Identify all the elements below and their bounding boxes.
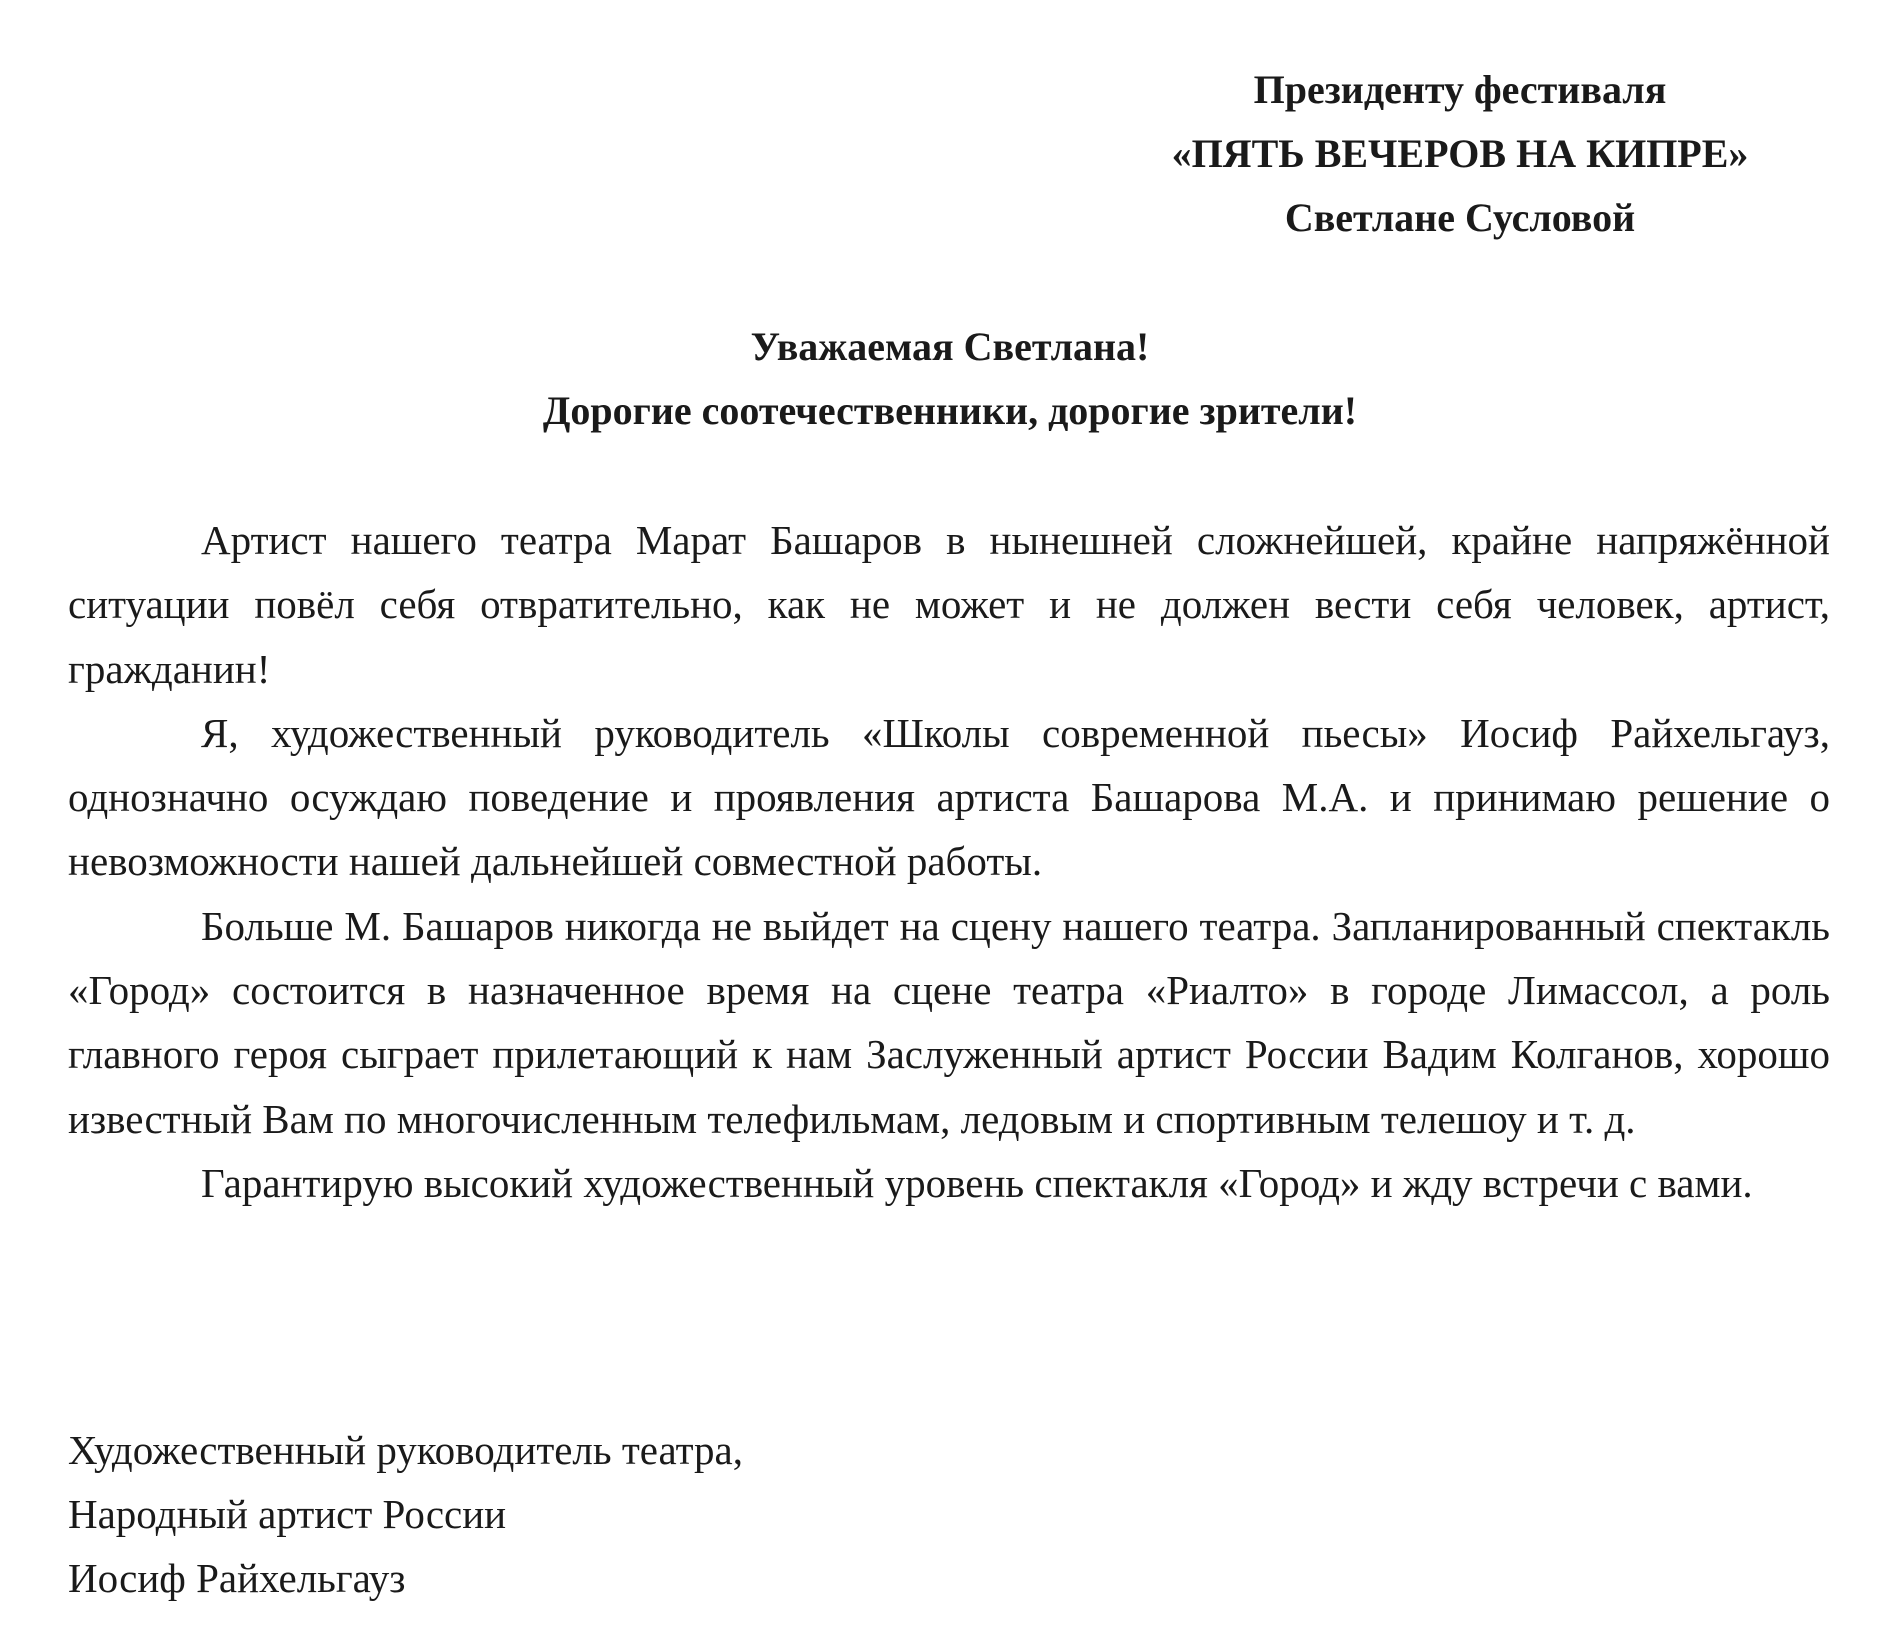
- letter-body: [68, 508, 1830, 1215]
- addressee-block: [1080, 58, 1840, 250]
- signatory-name: Иосиф Райхельгауз: [68, 1555, 406, 1601]
- addressee-title: Президенту фестиваля: [1253, 67, 1667, 112]
- addressee-name: Светлане Сусловой: [1284, 195, 1636, 240]
- salutation-personal: Уважаемая Светлана!: [750, 324, 1150, 369]
- festival-name: «ПЯТЬ ВЕЧЕРОВ НА КИПРЕ»: [1171, 131, 1749, 176]
- signatory-position: Художественный руководитель театра,: [68, 1427, 743, 1473]
- paragraph: Гарантирую высокий художественный уровень спектакля «Город» и жду встречи с вами.: [201, 1159, 1753, 1206]
- signatory-title: Народный артист России: [68, 1491, 507, 1537]
- paragraph: Артист нашего театра Марат Башаров в нынешней сложнейшей, крайне напряжённой ситуации повёл себя отвратительно, как не может и не должен вести себя человек, артист, гражданин!: [68, 517, 1830, 692]
- salutation-audience: Дорогие соотечественники, дорогие зрители!: [542, 388, 1358, 433]
- signature-block: [68, 1418, 1268, 1610]
- salutation-block: [0, 315, 1900, 443]
- paragraph: Я, художественный руководитель «Школы современной пьесы» Иосиф Райхельгауз, однозначно осуждаю поведение и проявления артиста Башарова М.А. и принимаю решение о невозможности нашей дальнейшей совместной работы.: [68, 709, 1830, 885]
- paragraph: Больше М. Башаров никогда не выйдет на сцену нашего театра. Запланированный спектакль «Город» состоится в назначенное время на сцене театра «Риалто» в городе Лимассол, а роль главного героя сыграет прилетающий к нам Заслуженный артист России Вадим Колганов, хорошо известный Вам по многочисленным телефильмам, ледовым и спортивным телешоу и т. д.: [68, 902, 1830, 1142]
